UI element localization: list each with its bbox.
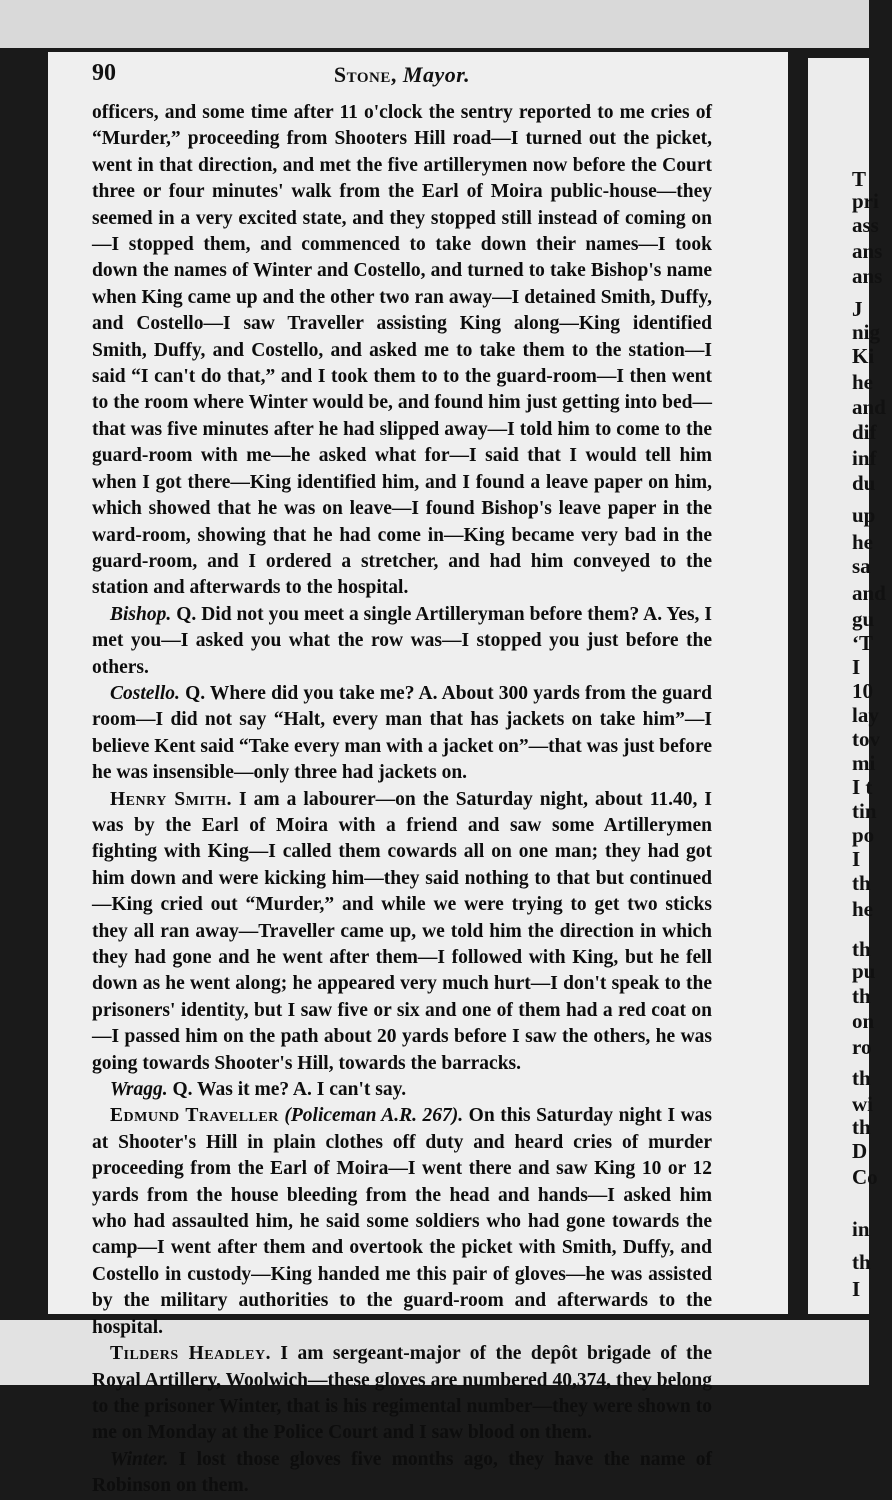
running-head-title: Mayor.	[402, 62, 471, 87]
facing-page-fragment: lay	[852, 703, 879, 727]
facing-page-fragment: mi	[852, 751, 876, 775]
running-head	[92, 62, 712, 88]
facing-page-fragment: th	[852, 871, 871, 895]
facing-page-fragment: pri	[852, 189, 879, 213]
facing-page-fragment: I	[852, 847, 861, 871]
page-number: 90	[92, 60, 116, 86]
facing-page-fragment: th	[852, 1066, 871, 1090]
cross-examination-paragraph: Wragg. Q. Was it me? A. I can't say.	[110, 1079, 407, 1101]
facing-page-fragment: 10	[852, 679, 873, 703]
facing-page-fragment: nig	[852, 320, 881, 344]
page-header	[92, 60, 712, 90]
facing-page-fragment: Ki	[852, 344, 875, 368]
speaker-name: Bishop.	[110, 603, 172, 625]
testimony-paragraph: officers, and some time after 11 o'clock the sentry reported to me cries of “Murder,” proceeding from Shooters Hill road—I turned out the picket, went in that direction, and met the five artillerymen now before the Court three or four minutes' walk from the Earl of Moira public-house—they seemed in a very excited state, and they stopped still instead of coming on—I stopped them, and commenced to take down their names—I took down the names of Winter and Costello, and turned to take Bishop's name when King came up and the other two ran away—I detained Smith, Duffy, and Costello—I saw Traveller assisting King along—King identified Smith, Duffy, and Costello, and asked me to take them to the station—I said “I can't do that,” and I took them to to the guard-room—I then went to the room where Winter would be, and found him just getting into bed—that was five minutes after he had slipped away—I told him to come to the guard-room with me—he asked what for—I said that I would tell him when I got there—King identified him, and I found a leave paper on him, which showed that he was on leave—I found Bishop's leave paper in the ward-room, showing that he had come in—King became very bad in the guard-room, and I ordered a stretcher, and had him conveyed to the station and afterwards to the hospital.	[92, 102, 712, 599]
cross-examination-paragraph: Bishop. Q. Did not you meet a single Artilleryman before them? A. Yes, I met you—I asked you what the row was—I stopped you just before the others.	[92, 603, 712, 678]
witness-role: (Policeman A.R. 267).	[278, 1105, 464, 1127]
facing-page-fragment: he	[852, 897, 873, 921]
facing-page-fragment: Co	[852, 1165, 878, 1189]
facing-page-fragment: he	[852, 370, 873, 394]
facing-page-fragment: ro	[852, 1035, 872, 1059]
facing-page-fragment: ans	[852, 264, 883, 288]
facing-page-fragment: I t	[852, 775, 873, 799]
facing-page-fragment: sa	[852, 554, 871, 578]
witness-name: Tilders Headley.	[110, 1343, 271, 1365]
page-body	[92, 100, 712, 1500]
facing-page-fragment: up	[852, 503, 876, 527]
facing-page-fragment: and	[852, 581, 886, 605]
facing-page-fragment: du	[852, 471, 876, 495]
cross-examination-paragraph: Winter. I lost those gloves five months ago, they have the name of Robinson on them.	[92, 1448, 712, 1497]
facing-page-fragment: gu	[852, 607, 875, 631]
facing-page-fragment: pu	[852, 959, 876, 983]
facing-page-fragment: wi	[852, 1092, 873, 1116]
facing-page-fragment: T	[852, 167, 867, 191]
facing-page-fragment: ‘T	[852, 631, 873, 655]
facing-page-fragment: D	[852, 1139, 868, 1163]
facing-page-fragment: th	[852, 937, 871, 961]
facing-page-fragment: po	[852, 823, 875, 847]
facing-page-fragment: I	[852, 655, 861, 679]
facing-page-fragment: I	[852, 1277, 861, 1301]
facing-page-fragment: tin	[852, 799, 877, 823]
facing-page-fragment: J	[852, 297, 863, 321]
facing-page-fragment: dif	[852, 420, 877, 444]
scan-top-margin	[0, 0, 869, 48]
speaker-name: Costello.	[110, 682, 180, 704]
facing-page-fragment: tov	[852, 727, 880, 751]
running-head-name: Stone,	[333, 62, 397, 87]
witness-paragraph: Edmund Traveller (Policeman A.R. 267). On this Saturday night I was at Shooter's Hill in plain clothes off duty and heard cries of murder proceeding from the Earl of Moira—I went there and saw King 10 or 12 yards from the house bleeding from the head and hands—I asked him who had assaulted him, he said some soldiers who had gone towards the camp—I went after them and overtook the picket with Smith, Duffy, and Costello in custody—King handed me this pair of gloves—he was assisted by the military authorities to the guard-room and afterwards to the hospital.	[92, 1105, 712, 1338]
facing-page-fragment: inf	[852, 446, 877, 470]
facing-page-fragment: he	[852, 530, 873, 554]
witness-paragraph: Tilders Headley. I am sergeant-major of the depôt brigade of the Royal Artillery, Woolwich—these gloves are numbered 40,374, they belong to the prisoner Winter, that is his regimental number—they were shown to me on Monday at the Police Court and I saw blood on them.	[92, 1343, 712, 1444]
witness-name: Edmund Traveller	[110, 1105, 279, 1127]
facing-page-fragment: th	[852, 1250, 871, 1274]
facing-page-fragment: ans	[852, 239, 883, 263]
facing-page-fragment: on	[852, 1009, 875, 1033]
facing-page-fragment: th	[852, 1115, 871, 1139]
facing-page-fragment: in	[852, 1217, 870, 1241]
cross-examination-paragraph: Costello. Q. Where did you take me? A. About 300 yards from the guard room—I did not say “Halt, every man that has jackets on take him”—I believe Kent said “Take every man with a jacket on”—that was just before he was insensible—only three had jackets on.	[92, 682, 712, 784]
facing-page-fragment: and	[852, 395, 886, 419]
facing-page-fragment: th	[852, 984, 871, 1008]
speaker-name: Winter.	[110, 1448, 169, 1470]
facing-page-fragment: ass	[852, 213, 879, 237]
witness-paragraph: Henry Smith. I am a labourer—on the Saturday night, about 11.40, I was by the Earl of Moira with a friend and saw some Artillerymen fighting with King—I called them cowards all on one man; they had got him down and were kicking him—they said nothing to that but continued—King cried out “Murder,” and while we were trying to get two sticks they all ran away—Traveller came up, we told him the direction in which they had gone and he went after them—I followed with King, but he fell down as he went along; he appeared very much hurt—I don't speak to the prisoners' identity, but I saw five or six and one of them had a red coat on—I passed him on the path about 20 yards before I saw the others, he was going towards Shooter's Hill, towards the barracks.	[92, 788, 712, 1074]
speaker-name: Wragg.	[110, 1079, 168, 1101]
witness-name: Henry Smith.	[110, 788, 232, 810]
facing-page-edge	[808, 58, 886, 1314]
